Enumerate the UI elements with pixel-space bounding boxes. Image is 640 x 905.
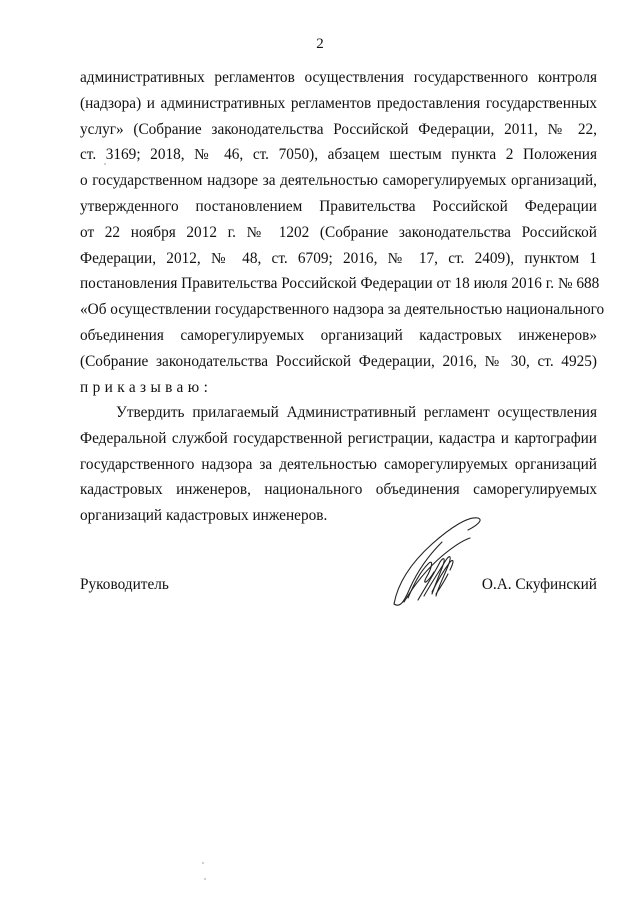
text-line: услуг» (Собрание законодательства Российской Федерации, 2011, № 22,: [80, 120, 597, 138]
text-line: административных регламентов осуществления государственного контроля: [80, 69, 597, 86]
text-line: Федеральной службой государственной регистрации, кадастра и картографии: [80, 429, 597, 447]
signatory-role: Руководитель: [80, 576, 169, 593]
scan-speck: [204, 878, 206, 880]
text-line: постановления Правительства Российской Федерации от 18 июля 2016 г. № 688: [80, 275, 600, 293]
text-line: о государственном надзоре за деятельностью саморегулируемых организаций,: [80, 172, 597, 190]
text-line: от 22 ноября 2012 г. № 1202 (Собрание законодательства Российской: [80, 223, 597, 241]
text-line: утвержденного постановлением Правительства Российской Федерации: [80, 197, 597, 215]
signature-block: [80, 576, 597, 602]
text-line: государственного надзора за деятельностью саморегулируемых организаций: [80, 455, 597, 473]
preamble-paragraph: [80, 65, 605, 400]
signatory-name: О.А. Скуфинский: [481, 576, 597, 593]
text-line: объединения саморегулируемых организаций кадастровых инженеров»: [80, 326, 597, 344]
page-number: 2: [316, 36, 324, 52]
order-paragraph: [80, 400, 597, 529]
text-line: кадастровых инженеров, национального объединения саморегулируемых: [80, 481, 597, 499]
order-word: приказываю:: [80, 378, 213, 396]
text-line: (Собрание законодательства Российской Федерации, 2016, № 30, ст. 4925): [80, 352, 597, 370]
text-line: Утвердить прилагаемый Административный регламент осуществления: [116, 404, 597, 421]
text-line: Федерации, 2012, № 48, ст. 6709; 2016, № 17, ст. 2409), пунктом 1: [80, 249, 597, 267]
text-line: ст. 3169; 2018, № 46, ст. 7050), абзацем шестым пункта 2 Положения: [80, 146, 597, 164]
scan-speck: [104, 163, 106, 165]
text-line: «Об осуществлении государственного надзора за деятельностью национального: [80, 301, 605, 319]
text-line: организаций кадастровых инженеров.: [80, 507, 328, 525]
scan-speck: [202, 862, 204, 864]
text-line: (надзора) и административных регламентов предоставления государственных: [80, 94, 597, 112]
